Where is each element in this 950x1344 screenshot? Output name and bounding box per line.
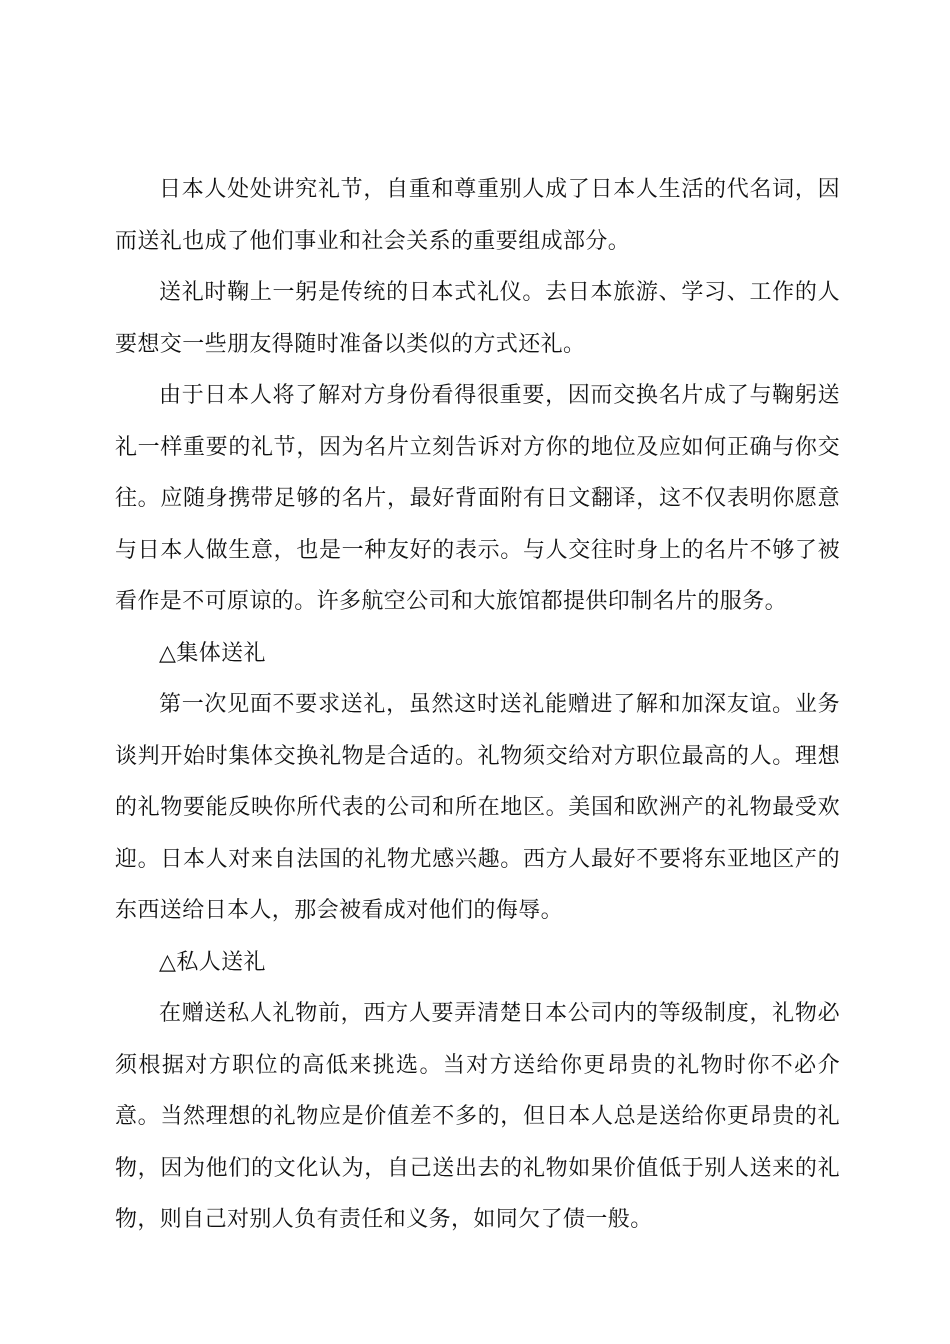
paragraph-personal-gifts: 在赠送私人礼物前，西方人要弄清楚日本公司内的等级制度，礼物必须根据对方职位的高低来挑选。当对方送给你更昂贵的礼物时你不必介意。当然理想的礼物应是价值差不多的，但日本人总是送给你更昂贵的礼物，因为他们的文化认为，自己送出去的礼物如果价值低于别人送来的礼物，则自己对别人负有责任和义务，如同欠了债一般。 — [115, 1001, 840, 1232]
document-body — [115, 164, 840, 1246]
paragraph-business-cards: 由于日本人将了解对方身份看得很重要，因而交换名片成了与鞠躬送礼一样重要的礼节，因为名片立刻告诉对方你的地位及应如何正确与你交往。应随身携带足够的名片，最好背面附有日文翻译，这不仅表明你愿意与日本人做生意，也是一种友好的表示。与人交往时身上的名片不够了被看作是不可原谅的。许多航空公司和大旅馆都提供印制名片的服务。 — [115, 383, 840, 614]
paragraph-intro: 日本人处处讲究礼节，自重和尊重别人成了日本人生活的代名词，因而送礼也成了他们事业和社会关系的重要组成部分。 — [115, 177, 840, 254]
paragraph-group-gifts: 第一次见面不要求送礼，虽然这时送礼能赠进了解和加深友谊。业务谈判开始时集体交换礼物是合适的。礼物须交给对方职位最高的人。理想的礼物要能反映你所代表的公司和所在地区。美国和欧洲产的礼物最受欢迎。日本人对来自法国的礼物尤感兴趣。西方人最好不要将东亚地区产的东西送给日本人，那会被看成对他们的侮辱。 — [115, 692, 840, 923]
paragraph-bowing: 送礼时鞠上一躬是传统的日本式礼仪。去日本旅游、学习、工作的人要想交一些朋友得随时准备以类似的方式还礼。 — [115, 280, 840, 357]
section-heading-personal-gifts: △私人送礼 — [159, 949, 266, 975]
section-heading-group-gifts: △集体送礼 — [159, 640, 266, 666]
